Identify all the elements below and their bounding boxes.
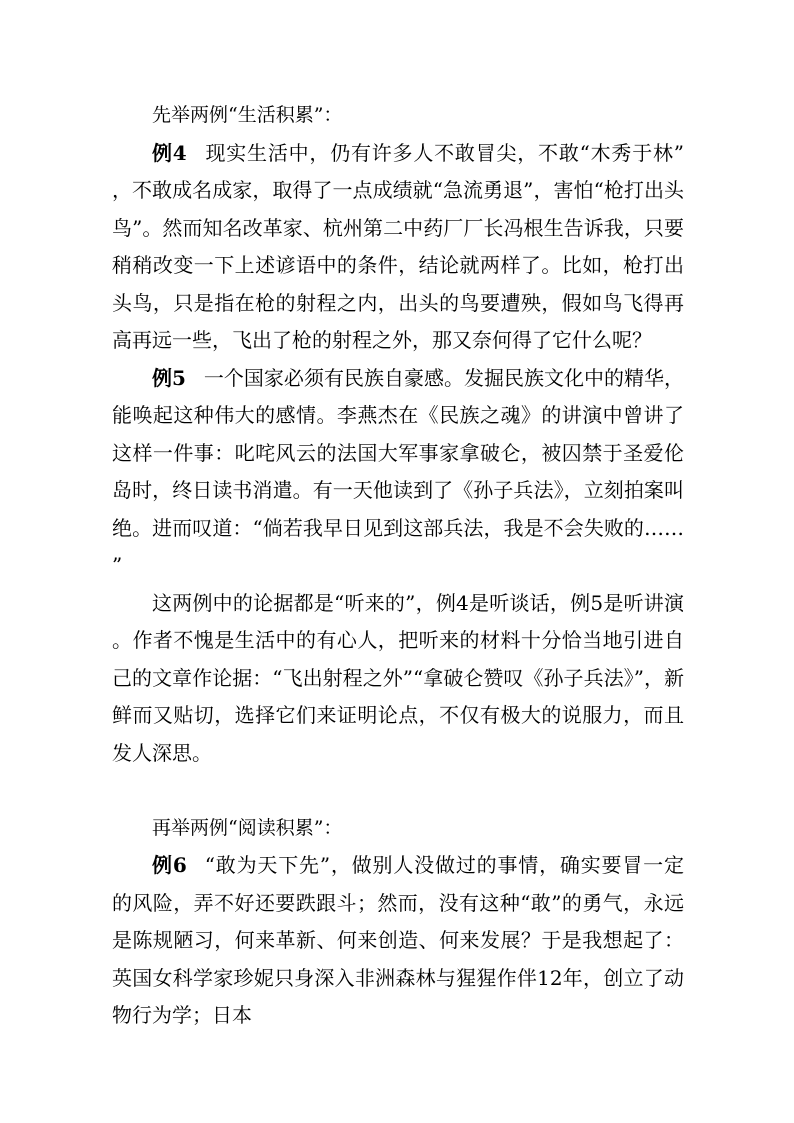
example-text-5: 一个国家必须有民族自豪感。发掘民族文化中的精华，能唤起这种伟大的感情。李燕杰在《民族之魂》的讲演中曾讲了这样一件事：叱咤风云的法国大军事家拿破仑，被囚禁于圣爱伦岛时，终日读书消遣。有一天他读到了《孙子兵法》，立刻拍案叫绝。进而叹道：“倘若我早日见到这部兵法，我是不会失败的……” xyxy=(112,365,684,577)
example-label-5: 例5 xyxy=(152,365,186,390)
document-body xyxy=(112,97,684,1035)
example-label-4: 例4 xyxy=(152,140,187,165)
example-paragraph-6 xyxy=(112,847,684,1035)
example-paragraph-5 xyxy=(112,360,684,585)
section-spacer xyxy=(112,772,684,810)
section-intro-life: 先举两例“生活积累”： xyxy=(152,104,343,126)
example-paragraph-4 xyxy=(112,135,684,360)
example-text-4: 现实生活中，仍有许多人不敢冒尖，不敢“木秀于林”，不敢成名成家，取得了一点成绩就“急流勇退”，害怕“枪打出头鸟”。然而知名改革家、杭州第二中药厂厂长冯根生告诉我，只要稍稍改变一下上述谚语中的条件，结论就两样了。比如，枪打出头鸟，只是指在枪的射程之内，出头的鸟要遭殃，假如鸟飞得再高再远一些，飞出了枪的射程之外，那又奈何得了它什么呢？ xyxy=(112,140,684,352)
section-intro-reading: 再举两例“阅读积累”： xyxy=(152,816,343,839)
commentary-paragraph: 这两例中的论据都是“听来的”，例4是听谈话，例5是听讲演。作者不愧是生活中的有心人，把听来的材料十分恰当地引进自己的文章作论据：“飞出射程之外”“拿破仑赞叹《孙子兵法》”，新鲜而又贴切，选择它们来证明论点，不仅有极大的说服力，而且发人深思。 xyxy=(112,590,684,765)
example-label-6: 例6 xyxy=(152,853,187,877)
example-text-6: “敢为天下先”，做别人没做过的事情，确实要冒一定的风险，弄不好还要跌跟斗；然而，没有这种“敢”的勇气，永远是陈规陋习，何来革新、何来创造、何来发展？于是我想起了：英国女科学家珍妮只身深入非洲森林与猩猩作伴12年，创立了动物行为学；日本 xyxy=(112,853,684,1027)
